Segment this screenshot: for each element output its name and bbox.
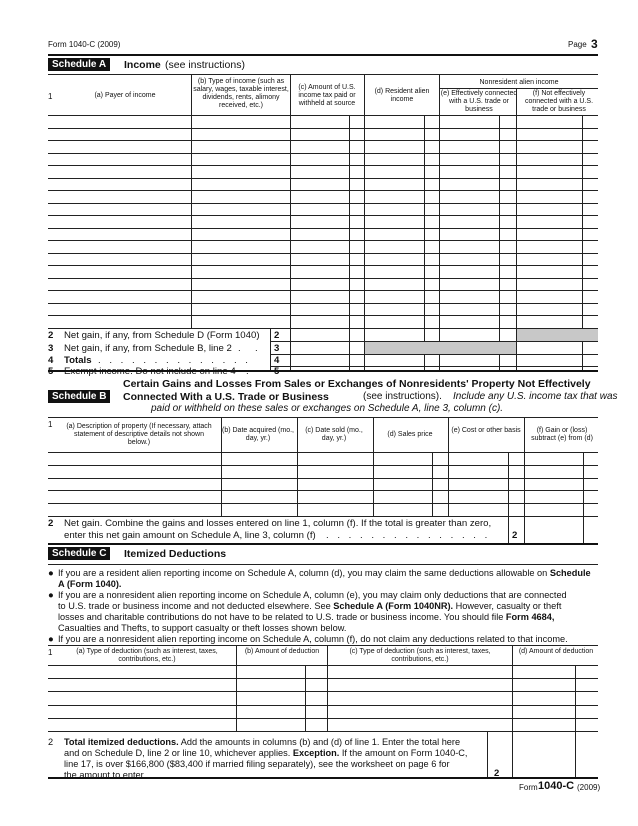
c-col-a-header: (a) Type of deduction (such as interest, taxes, contributions, etc.) — [76, 648, 218, 663]
schedule-b-badge: Schedule B — [48, 390, 110, 403]
line5-num: 5 — [48, 366, 54, 377]
schedule-c-bullet3: ● If you are a nonresident alien reporting income on Schedule A, column (f), do not claim any deductions related to that income. — [48, 634, 568, 645]
b-line2-text1: Net gain. Combine the gains and losses entered on line 1, column (f). If the total is greater than zero, — [64, 518, 492, 529]
schedule-b-entry-row[interactable] — [48, 490, 598, 491]
c-line2-box: 2 — [494, 768, 500, 779]
b-line2-num: 2 — [48, 518, 54, 529]
c-col-c-header: (c) Type of deduction (such as interest, taxes, contributions, etc.) — [349, 648, 491, 663]
schedule-b-italic2: paid or withheld on these sales or exchanges on Schedule A, line 3, column (c). — [151, 403, 504, 414]
page-label: Page — [568, 40, 587, 49]
schedule-c-bullet2: ● If you are a nonresident alien reporting income on Schedule A, column (e), you may claim only deductions that are connected to U.S. trade or business income and not deducted elsewhere. See Schedule A (Form 1040NR). However, casualty or theft losses and charitable contributions do not have to be related to U.S. trade or business income. You should file Form 4684, Casualties and Thefts, to support casualty or theft losses shown below. — [48, 590, 567, 633]
schedule-a-line1-num: 1 — [48, 92, 53, 101]
b-col-b-header: (b) Date acquired (mo., day, yr.) — [222, 427, 294, 442]
schedule-b-title-line1: Certain Gains and Losses From Sales or Exchanges of Nonresidents' Property Not Effectively — [123, 378, 591, 390]
line2-num: 2 — [48, 330, 54, 341]
schedule-b-entry-row[interactable] — [48, 503, 598, 504]
schedule-b-line1-num: 1 — [48, 420, 53, 429]
schedule-c-entry-row[interactable] — [48, 718, 598, 719]
schedule-c-entry-row[interactable] — [48, 691, 598, 692]
c-col-b-header: (b) Amount of deduction — [244, 648, 320, 655]
b-col-f-header: (f) Gain or (loss) subtract (e) from (d) — [531, 427, 593, 442]
schedule-a-title: Income — [124, 59, 161, 71]
line4-num: 4 — [48, 355, 54, 366]
line3-num: 3 — [48, 343, 54, 354]
line5-box: 5 — [274, 366, 280, 377]
col-c-tax-header: (c) Amount of U.S. income tax paid or withheld at source — [298, 84, 356, 107]
schedule-b-entry-row[interactable] — [48, 465, 598, 466]
col-f-not-effective-header: (f) Not effectively connected with a U.S. trade or business — [524, 90, 594, 113]
b-col-a-header: (a) Description of property (If necessary, attach statement of descriptive details not shown below.) — [66, 423, 212, 446]
col-b-type-header: (b) Type of income (such as salary, wages, taxable interest, dividends, rents, alimony received, etc.) — [193, 78, 289, 109]
line5-text: Exempt income. Do not include on line 4 — [64, 366, 236, 377]
col-e-effective-header: (e) Effectively connected with a U.S. trade or business — [440, 90, 518, 113]
schedule-c-bullet1: ● If you are a resident alien reporting income on Schedule A, column (d), you may claim the same deductions allowable on Schedule A (Form 1040). — [48, 568, 591, 589]
line3-text: Net gain, if any, from Schedule B, line 2 — [64, 343, 232, 354]
schedule-c-line1-num: 1 — [48, 648, 53, 657]
schedule-b-entry-row[interactable] — [48, 478, 598, 479]
schedule-b-title-note: (see instructions). — [363, 391, 442, 402]
schedule-c-entry-row[interactable] — [48, 678, 598, 679]
line2-box: 2 — [274, 330, 280, 341]
c-line2-text: Total itemized deductions. Add the amounts in columns (b) and (d) of line 1. Enter the total here and on Schedule D, line 2 or line 10, whichever applies. Exception. If the amount on Form 1040-C, line 17, is over $166,800 ($83,400 if married filing separately), see the worksheet on page 6 for the amount to enter . . . . . . . . . . . . . . . . . . . . . . . . . . . — [64, 737, 468, 780]
col-d-resident-header: (d) Resident alien income — [374, 88, 430, 103]
page-number: 3 — [591, 37, 598, 51]
footer-year: (2009) — [577, 783, 601, 792]
form-reference: Form 1040-C (2009) — [48, 40, 121, 49]
line3-box: 3 — [274, 343, 280, 354]
col-a-payer-header: (a) Payer of income — [94, 92, 156, 99]
b-line2-text2: enter this net gain amount on Schedule A, line 3, column (f) — [64, 530, 316, 541]
b-col-c-header: (c) Date sold (mo., day, yr.) — [305, 427, 363, 442]
schedule-c-title: Itemized Deductions — [124, 548, 227, 560]
schedule-b-italic1: Include any U.S. income tax that was — [453, 391, 618, 402]
line4-text: Totals — [64, 355, 92, 366]
schedule-b-title-line2: Connected With a U.S. Trade or Business — [123, 391, 329, 403]
b-col-d-header: (d) Sales price — [387, 431, 433, 438]
schedule-c-entry-row[interactable] — [48, 705, 598, 706]
footer-form-word: Form — [519, 783, 538, 792]
b-col-e-header: (e) Cost or other basis — [451, 427, 521, 434]
schedule-a-badge: Schedule A — [48, 58, 110, 71]
schedule-c-badge: Schedule C — [48, 547, 110, 560]
line2-text: Net gain, if any, from Schedule D (Form 1040) — [64, 330, 260, 341]
c-line2-num: 2 — [48, 737, 54, 747]
footer-form-name: 1040-C — [538, 780, 575, 792]
b-line2-box: 2 — [512, 530, 518, 541]
line4-box: 4 — [274, 355, 280, 366]
c-col-d-header: (d) Amount of deduction — [518, 648, 594, 655]
nonresident-header: Nonresident alien income — [479, 79, 559, 86]
schedule-a-title-note: (see instructions) — [165, 59, 245, 71]
